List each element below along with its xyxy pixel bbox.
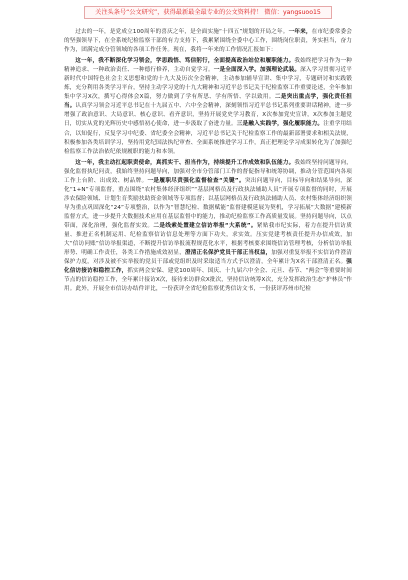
header-banner: 关注头条号“公文研究”，获得最新最全最专业的公文资料持！ 微信：yangsuoo15 bbox=[84, 6, 332, 19]
paragraph-3 bbox=[64, 159, 352, 295]
body-text: 加强对重复举报不实信访件澄清保护力度，对涉及被不实举报的党员干部或党组织及时采取适当方式予以澄清，全年累计为X名干部澄清正名。 bbox=[64, 250, 352, 266]
bold-heading-text: 三是融入实践学，强化履职能力。 bbox=[236, 121, 324, 128]
body-text: 认真学习领会习近平总书记在十九届五中、六中全会精神，深刻领悟习近平总书记系列重要讲话精神，进一步增强了政治意识、大局意识、核心意识、看齐意识，坚持开展党史学习教育，X次参加党史宣讲，X次参加主题党日，切实从党的光辉历史中感悟初心使命，进一步汲取了奋进力量。 bbox=[64, 103, 352, 128]
bold-heading-text: 二是线索处置建立信访举报“大系统”。 bbox=[153, 222, 257, 229]
body-text: 我始终坚持问题导向，强化监督执纪问责，我始终坚持问题导向，加强对全市分管部门工作的督促指导和统筹协调，推动分管范围内各项工作上台阶、出成效、树品牌。 bbox=[64, 159, 352, 184]
paragraph-1 bbox=[64, 28, 352, 55]
body-text: 抓实两会安保、建党100周年、国庆、十九届六中全会、元旦、春节、“两会”等重要时间节点的信访稳控工作，全年累计接访X次，接待来访群众X批次，坚持信访统筹X次，充分发挥政治生态“护林员”作用。此外，开展全市信访办结件评比，一份获评全省纪检监察优秀信访文书，一份获评苏州市纪检 bbox=[64, 268, 352, 293]
bold-heading-text: 一是履职尽责强化监督检查“关键”。 bbox=[147, 177, 245, 184]
bold-heading-text: 二是突出重点学，强化责任担当。 bbox=[64, 94, 352, 110]
document-body bbox=[64, 28, 352, 576]
paragraph-2 bbox=[64, 57, 352, 157]
bold-heading-text: 这一年，我不断深化学习领会，学思践悟、笃信躬行，全面提高政治站位和履职能力。 bbox=[75, 58, 295, 65]
bold-heading-text: 一是全面深入学。加强理论武装。 bbox=[213, 67, 301, 74]
body-text: 注重学用结合，以知促行，反复学习中纪委、省纪委全会精神，习近平总书记关于纪检监察工作的最新部署要求和相关法规，积极参加各类培训学习，坚持用党纪国法执纪审查、全面系统推进学习工作，真正把理论学习成果转化为了加强纪检监察工作法治依纪依规履职的能力和本领。 bbox=[64, 121, 352, 155]
bold-heading-text: 一年来， bbox=[288, 29, 312, 35]
bold-heading-text: 强化信访接访和稳控工作， bbox=[64, 259, 352, 275]
bold-heading-text: 这一年，我主动扛起职责使命，真抓实干、担当作为，持续提升工作成效和队伍能力。 bbox=[75, 159, 295, 166]
body-text: 紧贴我市纪实际，着力在提升信访质量、推进正名机制运用、纪检监察信访信息处理等方面下功夫，求实效。压实党建考核责任提升办信成效， bbox=[64, 222, 352, 239]
body-text: 在市纪委常委会的坚强领导下，在全系统纪检监察干部的有力支持下，我累紧围绕全委中心工作，围绕岗位职责，务实担当，奋力作为，团满完成分管领域的各项工作任务。现在，我将一年来的工作情况汇报如下： bbox=[64, 29, 352, 54]
body-text: 我始终把学习作为一种精神追求、一种政治责任、一种德行修养，主动自觉学习。 bbox=[64, 58, 352, 74]
body-text: 突出问题导向，目标导向和结果导向，深化“1+N”专项监督，重点围绕“农村集体经济组织”“基层网格员及行政执法辅助人员”开展专项监督的同时，开展涉农保险领域、计划生育奖励扶助资金领域等专项监督；以基层网格员及行政执法辅助人员、农村集体经济组织领导为重点巩固深化“24”专项整治，以作为“智慧纪检、数据赋能”监督建模延展为契机，学习拓展“大数据”建模新监督方式，进一步提升大数据技术应用在基层监督中的能力，推动纪检监察工作高质量发展。坚持问题导向，以点带面，深化治理，强化监督实效。 bbox=[64, 177, 352, 229]
body-text: 过去的一年，是党成立100周年的喜庆之年，是全面实施“十四五”规划的开局之年。 bbox=[75, 29, 289, 35]
body-text: 加大“信访问账”信访举报渠道，不断提升信访举报流程规范化水平，根据考核要求围绕信访管理考核，分析信访举报形势、明确工作责任，各类工作措施成效初显， bbox=[64, 232, 352, 257]
body-text: 深入学习贯彻习近平新时代中国特色社会主义思想和党的十九大及历次全会精神，主动参加辅导宣讲、集中学习，专题研讨和实践锻炼，充分利用各类学习平台，坚持主动学习党的十九大精神和习近平总书记关于纪检监察工作重要论述，全年参加集中学习X次，撰写心得体会X篇，努力做到了学有所思、学有所悟、学以致用。 bbox=[64, 67, 352, 101]
bold-heading-text: 澄清正名保护党员干部正当权益， bbox=[184, 250, 272, 257]
